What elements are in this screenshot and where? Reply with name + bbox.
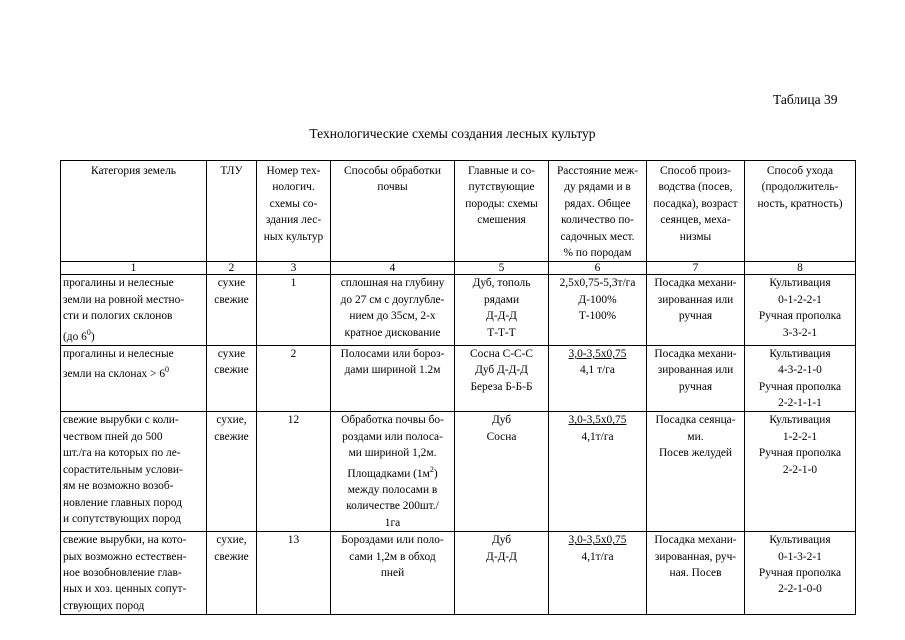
header-soil-treatment: Способы обработки почвы [331, 161, 455, 262]
header-tlu: ТЛУ [207, 161, 257, 262]
production-method-cell: Посадка механи- зированная, руч- ная. Посев [647, 532, 745, 615]
column-number: 5 [455, 262, 549, 275]
tlu-cell: сухие свежие [207, 345, 257, 412]
column-number: 1 [61, 262, 207, 275]
header-production-method: Способ произ- водства (посев, посадка), возраст сеянцев, меха- низмы [647, 161, 745, 262]
production-method-cell: Посадка механи- зированная или ручная [647, 345, 745, 412]
spacing-cell: 3,0-3,5х0,75 4,1т/га [549, 412, 647, 532]
scheme-number-cell: 1 [257, 275, 331, 345]
column-number: 7 [647, 262, 745, 275]
column-number: 8 [745, 262, 856, 275]
tlu-cell: сухие свежие [207, 275, 257, 345]
spacing-cell: 3,0-3,5х0,75 4,1 т/га [549, 345, 647, 412]
species-mix-cell: Дуб Сосна [455, 412, 549, 532]
species-mix-cell: Дуб Д-Д-Д [455, 532, 549, 615]
species-mix-cell: Сосна С-С-С Дуб Д-Д-Д Береза Б-Б-Б [455, 345, 549, 412]
production-method-cell: Посадка механи- зированная или ручная [647, 275, 745, 345]
spacing-cell: 2,5х0,75-5,3т/га Д-100% Т-100% [549, 275, 647, 345]
tlu-cell: сухие, свежие [207, 532, 257, 615]
header-land-category: Категория земель [61, 161, 207, 262]
soil-treatment-cell: сплошная на глубину до 27 см с доуглубле- нием до 35см, 2-х кратное дискование [331, 275, 455, 345]
header-spacing: Расстояние меж- ду рядами и в рядах. Общее количество по- садочных мест. % по породам [549, 161, 647, 262]
header-care-method: Способ ухода (продолжитель- ность, кратность) [745, 161, 856, 262]
soil-treatment-cell: Полосами или бороз- дами шириной 1.2м [331, 345, 455, 412]
column-number: 4 [331, 262, 455, 275]
soil-treatment-cell: Обработка почвы бо- роздами или полоса- ми шириной 1,2м. Площадками $(1м^2)$ между полосами в количестве 200шт./ 1га [331, 412, 455, 532]
column-number-row [61, 262, 856, 275]
table-header-row [61, 161, 856, 262]
land-category-cell: свежие вырубки с коли- чеством пней до 500 шт./га на которых по ле- сорастительным услови- ям не возможно возоб- новление главных пород и сопутствующих пород [61, 412, 207, 532]
column-number: 3 [257, 262, 331, 275]
care-method-cell: Культивация 0-1-3-2-1 Ручная прополка 2-2-1-0-0 [745, 532, 856, 615]
document-title: Технологические схемы создания лесных культур [309, 126, 596, 141]
table-row [61, 532, 856, 615]
care-method-cell: Культивация 0-1-2-2-1 Ручная прополка 3-3-2-1 [745, 275, 856, 345]
soil-treatment-cell: Бороздами или поло- сами 1,2м в обход пней [331, 532, 455, 615]
technology-schemes-table [60, 160, 856, 615]
table-row [61, 275, 856, 345]
land-category-cell: прогалины и нелесные земли на ровной местно- сти и пологих склонов (до $6^0$) [61, 275, 207, 345]
column-number: 6 [549, 262, 647, 275]
table-row [61, 412, 856, 532]
land-category-cell: прогалины и нелесные земли на склонах > $6^0$ [61, 345, 207, 412]
care-method-cell: Культивация 4-3-2-1-0 Ручная прополка 2-2-1-1-1 [745, 345, 856, 412]
land-category-cell: свежие вырубки, на кото- рых возможно естествен- ное возобновление глав- ных и хоз. ценных сопут- ствующих пород [61, 532, 207, 615]
scheme-number-cell: 12 [257, 412, 331, 532]
header-scheme-number: Номер тех- нологич. схемы со- здания лес- ных культур [257, 161, 331, 262]
header-species-mix: Главные и со- путствующие породы: схемы смешения [455, 161, 549, 262]
table-number-label: Таблица 39 [773, 92, 838, 107]
production-method-cell: Посадка сеянца- ми. Посев желудей [647, 412, 745, 532]
scheme-number-cell: 2 [257, 345, 331, 412]
table-row [61, 345, 856, 412]
tlu-cell: сухие, свежие [207, 412, 257, 532]
care-method-cell: Культивация 1-2-2-1 Ручная прополка 2-2-1-0 [745, 412, 856, 532]
scheme-number-cell: 13 [257, 532, 331, 615]
species-mix-cell: Дуб, тополь рядами Д-Д-Д Т-Т-Т [455, 275, 549, 345]
column-number: 2 [207, 262, 257, 275]
spacing-cell: 3,0-3,5х0,75 4,1т/га [549, 532, 647, 615]
